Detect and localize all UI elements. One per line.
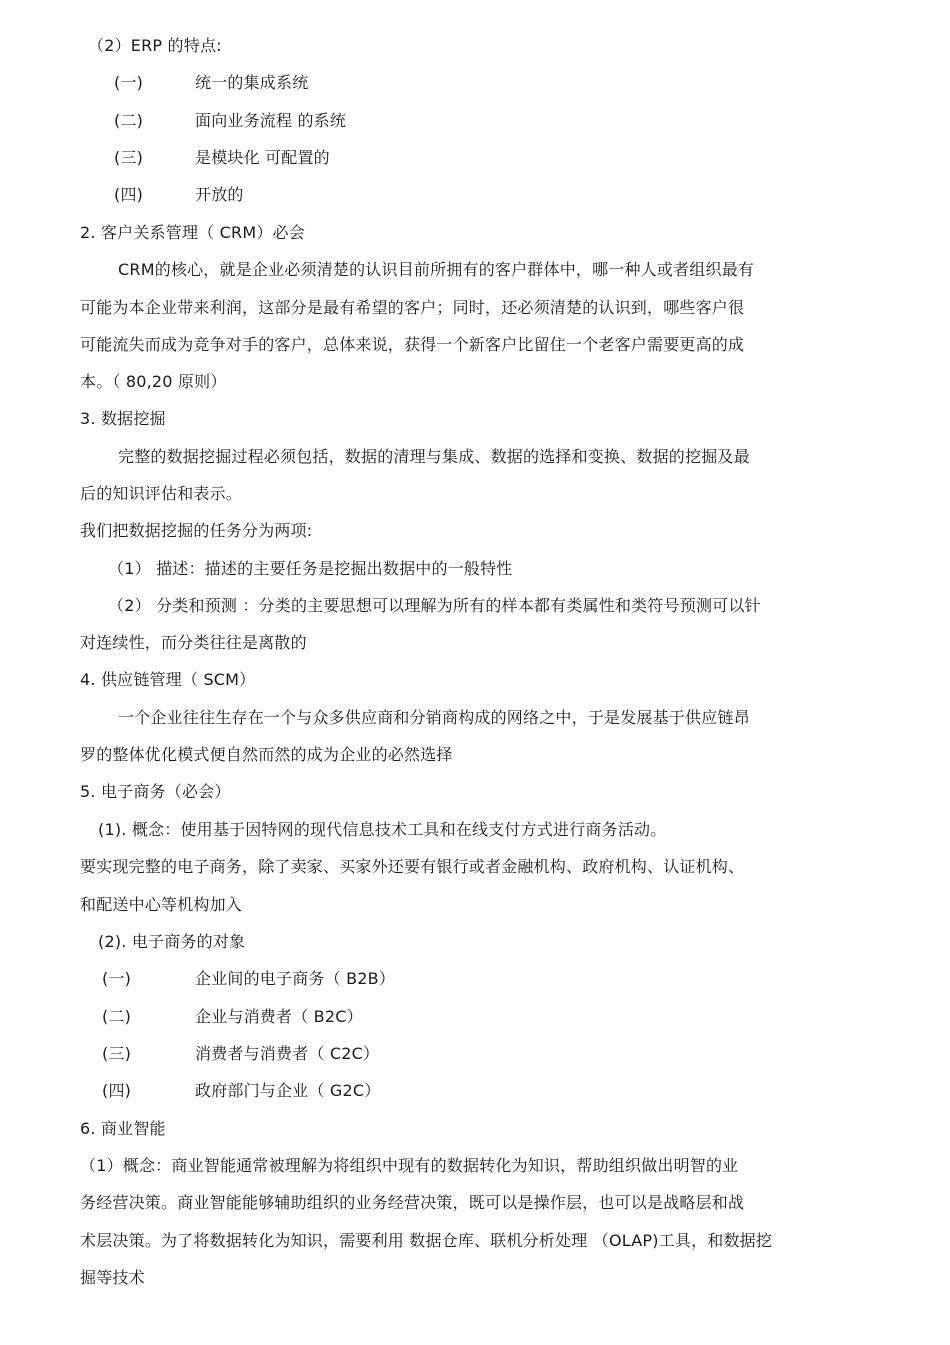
item-label: (四) xyxy=(102,1081,132,1100)
ecommerce-item xyxy=(0,1007,950,1027)
ecommerce-heading: 5. 电子商务（必会） xyxy=(80,782,231,801)
erp-feature-item xyxy=(0,185,950,205)
data-mining-heading: 3. 数据挖掘 xyxy=(80,409,166,428)
scm-line: 一个企业往往生存在一个与众多供应商和分销商构成的网络之中，于是发展基于供应链昂 xyxy=(118,708,750,727)
ecommerce-line: (1). 概念：使用基于因特网的现代信息技术工具和在线支付方式进行商务活动。 xyxy=(98,820,667,839)
data-mining-line: 我们把数据挖掘的任务分为两项: xyxy=(80,521,313,540)
bi-line: 术层决策。为了将数据转化为知识，需要利用 数据仓库、联机分析处理 （OLAP)工具，和数据挖 xyxy=(80,1231,773,1250)
item-text: 政府部门与企业（ G2C） xyxy=(195,1081,381,1100)
item-text: 消费者与消费者（ C2C） xyxy=(195,1044,380,1063)
item-text: 开放的 xyxy=(195,185,244,204)
crm-heading: 2. 客户关系管理（ CRM）必会 xyxy=(80,223,305,242)
crm-paragraph-line: 本。（ 80,20 原则） xyxy=(80,372,227,391)
item-text: 面向业务流程 的系统 xyxy=(195,111,347,130)
item-label: (四) xyxy=(114,185,144,204)
ecommerce-item xyxy=(0,1081,950,1101)
erp-feature-item xyxy=(0,73,950,93)
crm-paragraph-line: CRM的核心，就是企业必须清楚的认识目前所拥有的客户群体中，哪一种人或者组织最有 xyxy=(118,260,755,279)
item-label: (二) xyxy=(114,111,144,130)
erp-features-heading: （2）ERP 的特点: xyxy=(88,36,222,55)
item-label: (二) xyxy=(102,1007,132,1026)
ecommerce-item xyxy=(0,969,950,989)
ecommerce-item xyxy=(0,1044,950,1064)
crm-paragraph-line: 可能流失而成为竞争对手的客户，总体来说，获得一个新客户比留住一个老客户需要更高的成 xyxy=(80,335,745,354)
item-text: 企业间的电子商务（ B2B） xyxy=(195,969,396,988)
ecommerce-line: 要实现完整的电子商务，除了卖家、买家外还要有银行或者金融机构、政府机构、认证机构、 xyxy=(80,857,745,876)
item-label: (一) xyxy=(102,969,132,988)
ecommerce-line: 和配送中心等机构加入 xyxy=(80,895,243,914)
crm-paragraph-line: 可能为本企业带来利润，这部分是最有希望的客户；同时，还必须清楚的认识到，哪些客户很 xyxy=(80,298,745,317)
data-mining-line: （1） 描述：描述的主要任务是挖掘出数据中的一般特性 xyxy=(108,559,513,578)
data-mining-line: 后的知识评估和表示。 xyxy=(80,484,243,503)
item-label: (三) xyxy=(114,148,144,167)
item-label: (三) xyxy=(102,1044,132,1063)
data-mining-line: （2） 分类和预测 ：分类的主要思想可以理解为所有的样本都有类属性和类符号预测可以针 xyxy=(108,596,761,615)
bi-line: （1）概念：商业智能通常被理解为将组织中现有的数据转化为知识，帮助组织做出明智的业 xyxy=(80,1156,739,1175)
scm-heading: 4. 供应链管理（ SCM） xyxy=(80,670,256,689)
item-label: (一) xyxy=(114,73,144,92)
scm-line: 罗的整体优化模式便自然而然的成为企业的必然选择 xyxy=(80,745,453,764)
item-text: 企业与消费者（ B2C） xyxy=(195,1007,363,1026)
item-text: 是模块化 可配置的 xyxy=(195,148,330,167)
ecommerce-line: (2). 电子商务的对象 xyxy=(98,932,246,951)
bi-line: 掘等技术 xyxy=(80,1268,145,1287)
data-mining-line: 完整的数据挖掘过程必须包括，数据的清理与集成、数据的选择和变换、数据的挖掘及最 xyxy=(118,447,750,466)
bi-line: 务经营决策。商业智能能够辅助组织的业务经营决策，既可以是操作层，也可以是战略层和战 xyxy=(80,1193,745,1212)
item-text: 统一的集成系统 xyxy=(195,73,309,92)
erp-feature-item xyxy=(0,148,950,168)
erp-feature-item xyxy=(0,111,950,131)
bi-heading: 6. 商业智能 xyxy=(80,1119,166,1138)
data-mining-line: 对连续性，而分类往往是离散的 xyxy=(80,633,307,652)
